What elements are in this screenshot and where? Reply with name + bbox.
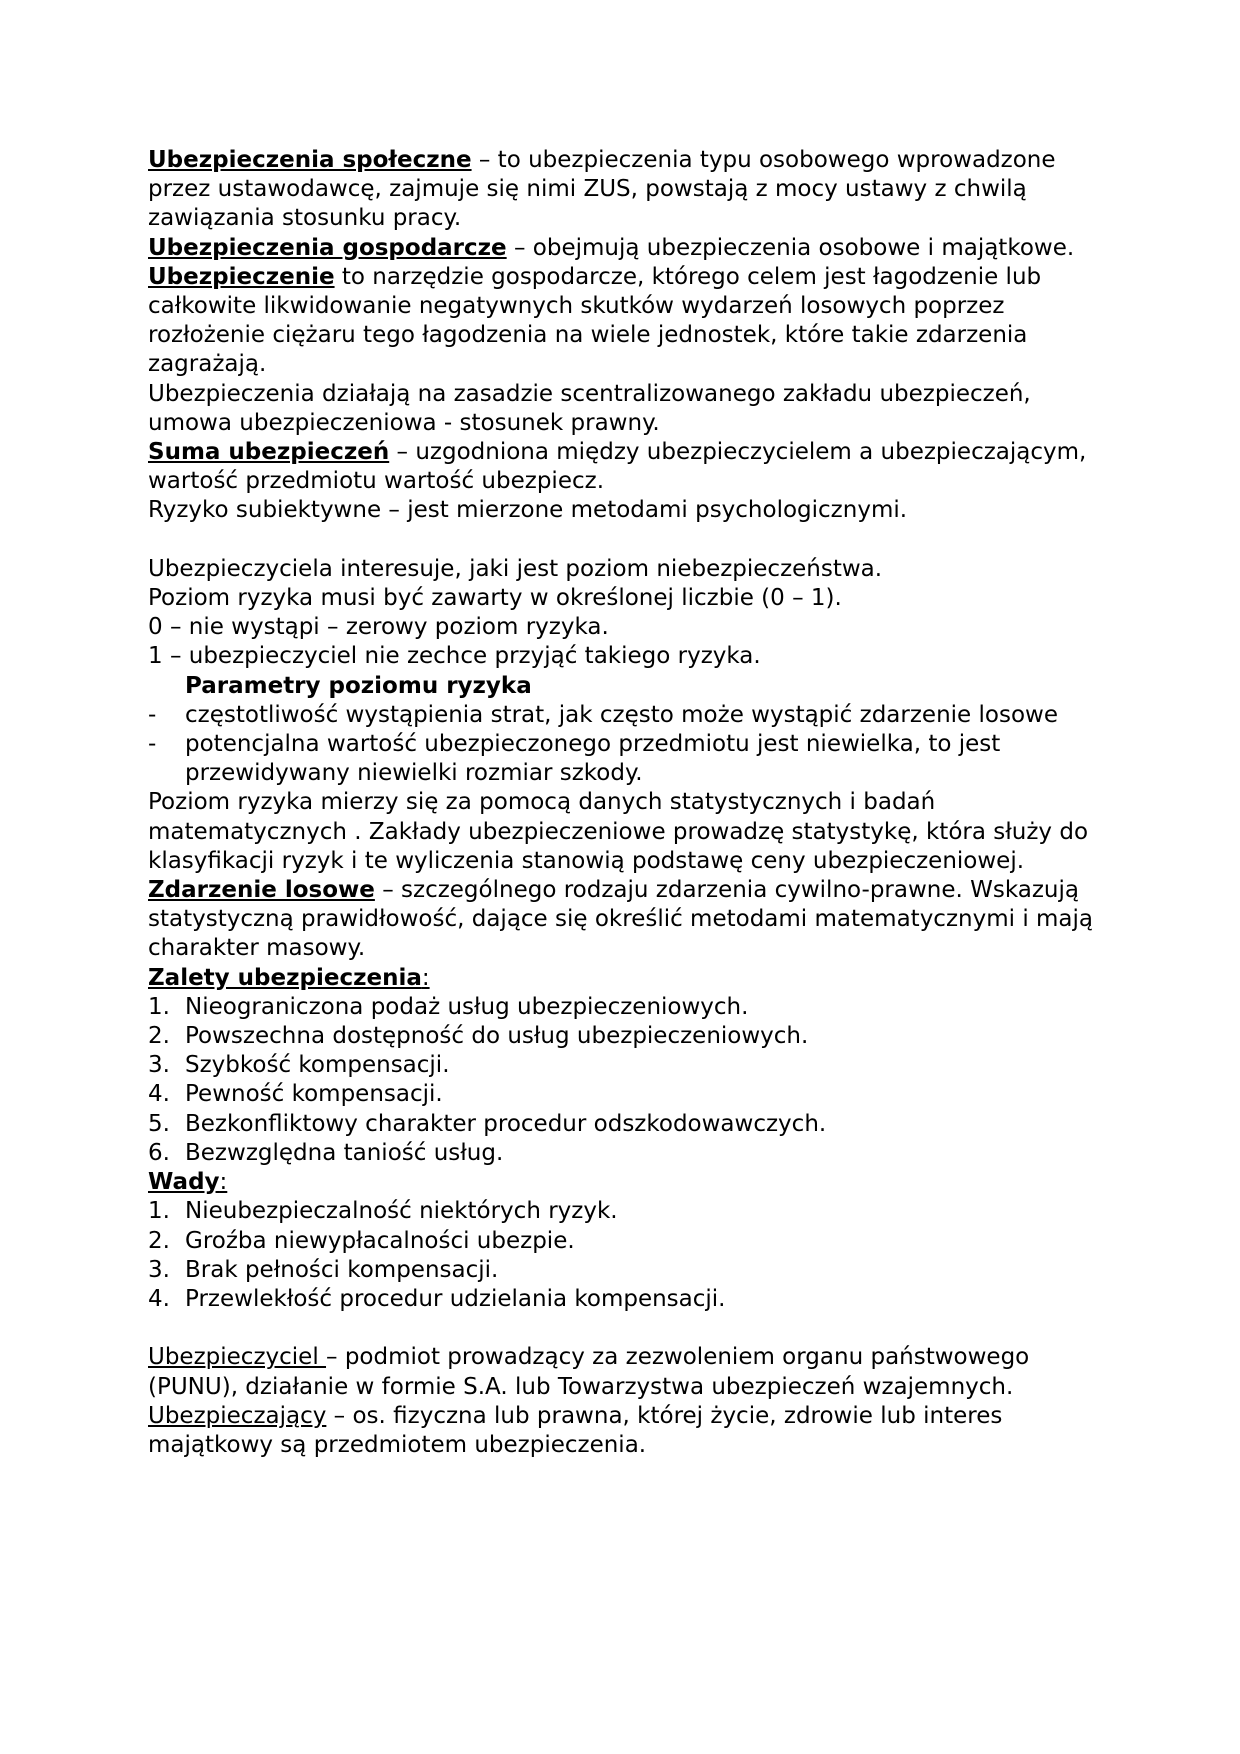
advantages-heading: Zalety ubezpieczenia: bbox=[148, 964, 430, 991]
paragraph-centralized: Ubezpieczenia działają na zasadzie scentralizowanego zakładu ubezpieczeń, umowa ubezpieczeniowa - stosunek prawny. bbox=[148, 380, 1031, 436]
list-item: 2. Groźba niewypłacalności ubezpie. bbox=[148, 1227, 575, 1254]
paragraph-risk-measurement: Poziom ryzyka mierzy się za pomocą danych statystycznych i badań matematycznych . Zakłady ubezpieczeniowe prowadzę statystykę, która służy do klasyfikacji ryzyk i te wyliczenia stanowią podstawę ceny ubezpieczeniowej. bbox=[148, 789, 1089, 874]
list-item: 3. Brak pełności kompensacji. bbox=[148, 1256, 499, 1283]
list-item: - potencjalna wartość ubezpieczonego przedmiotu jest niewielka, to jest przewidywany niewielki rozmiar szkody. bbox=[148, 731, 1001, 787]
list-item: - częstotliwość wystąpienia strat, jak często może wystąpić zdarzenie losowe bbox=[148, 701, 1120, 730]
term-economic-insurance: Ubezpieczenia gospodarcze bbox=[148, 234, 507, 261]
blank-line bbox=[148, 1314, 1120, 1343]
list-item: 3. Szybkość kompensacji. bbox=[148, 1052, 450, 1079]
term-insurance: Ubezpieczenie bbox=[148, 263, 335, 290]
list-item: 1. Nieubezpieczalność niektórych ryzyk. bbox=[148, 1198, 618, 1225]
term-policyholder: Ubezpieczający bbox=[148, 1402, 327, 1429]
paragraph-economic-insurance: Ubezpieczenia gospodarcze – obejmują ubezpieczenia osobowe i majątkowe. bbox=[148, 234, 1075, 261]
list-item: 4. Pewność kompensacji. bbox=[148, 1081, 443, 1108]
paragraph-policyholder: Ubezpieczający – os. fizyczna lub prawna, której życie, zdrowie lub interes majątkowy są przedmiotem ubezpieczenia. bbox=[148, 1402, 1003, 1458]
list-item: 4. Przewlekłość procedur udzielania kompensacji. bbox=[148, 1285, 726, 1312]
paragraph-sum-insured: Suma ubezpieczeń – uzgodniona między ubezpieczycielem a ubezpieczającym, wartość przedmiotu wartość ubezpiecz. bbox=[148, 439, 1087, 495]
bullet-dash: - bbox=[148, 701, 157, 728]
list-item: 2. Powszechna dostępność do usług ubezpieczeniowych. bbox=[148, 1023, 809, 1050]
paragraph-risk-one: 1 – ubezpieczyciel nie zechce przyjąć takiego ryzyka. bbox=[148, 643, 761, 670]
list-item: 1. Nieograniczona podaż usług ubezpieczeniowych. bbox=[148, 993, 749, 1020]
risk-parameters-heading: Parametry poziomu ryzyka bbox=[185, 672, 532, 699]
paragraph-insurance-definition: Ubezpieczenie to narzędzie gospodarcze, którego celem jest łagodzenie lub całkowite likwidowanie negatywnych skutków wydarzeń losowych poprzez rozłożenie ciężaru tego łagodzenia na wiele jednostek, które takie zdarzenia zagrażają. bbox=[148, 263, 1042, 378]
list-item: 5. Bezkonfliktowy charakter procedur odszkodowawczych. bbox=[148, 1110, 827, 1137]
term-social-insurance: Ubezpieczenia społeczne bbox=[148, 147, 472, 173]
paragraph-risk-zero: 0 – nie wystąpi – zerowy poziom ryzyka. bbox=[148, 614, 609, 641]
bullet-dash: - bbox=[148, 731, 157, 758]
paragraph-subjective-risk: Ryzyko subiektywne – jest mierzone metodami psychologicznymi. bbox=[148, 497, 908, 524]
disadvantages-heading: Wady: bbox=[148, 1169, 228, 1196]
paragraph-risk-range: Poziom ryzyka musi być zawarty w określonej liczbie (0 – 1). bbox=[148, 585, 842, 612]
list-item: 6. Bezwzględna taniość usług. bbox=[148, 1139, 504, 1166]
paragraph-social-insurance: Ubezpieczenia społeczne – to ubezpieczenia typu osobowego wprowadzone przez ustawodawcę, zajmuje się nimi ZUS, powstają z mocy ustawy z chwilą zawiązania stosunku pracy. bbox=[148, 147, 1056, 232]
term-random-event: Zdarzenie losowe bbox=[148, 877, 375, 904]
paragraph-insurer: Ubezpieczyciel – podmiot prowadzący za zezwoleniem organu państwowego (PUNU), działanie w formie S.A. lub Towarzystwa ubezpieczeń wzajemnych. bbox=[148, 1344, 1030, 1400]
paragraph-insurer-interest: Ubezpieczyciela interesuje, jaki jest poziom niebezpieczeństwa. bbox=[148, 555, 883, 582]
paragraph-random-event: Zdarzenie losowe – szczególnego rodzaju zdarzenia cywilno-prawne. Wskazują statystyczną prawidłowość, dające się określić metodami matematycznymi i mają charakter masowy. bbox=[148, 877, 1093, 962]
blank-line bbox=[148, 526, 1120, 555]
term-insurer: Ubezpieczyciel bbox=[148, 1344, 327, 1371]
term-sum-insured: Suma ubezpieczeń bbox=[148, 439, 390, 466]
